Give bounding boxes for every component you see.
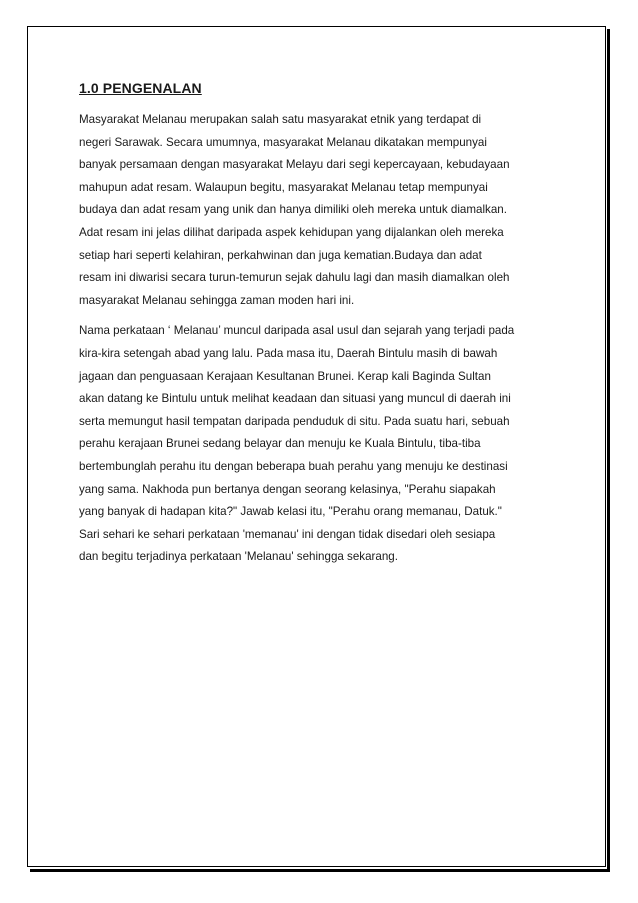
document-body (79, 78, 569, 577)
section-heading: 1.0 PENGENALAN (79, 80, 202, 96)
paragraph-line: Masyarakat Melanau merupakan salah satu masyarakat etnik yang terdapat di (79, 113, 482, 126)
paragraph-line: Adat resam ini jelas dilihat daripada aspek kehidupan yang dijalankan oleh mereka (79, 225, 504, 239)
paragraph-line: Nama perkataan ‘ Melanau’ muncul daripada asal usul dan sejarah yang terjadi pada (79, 324, 515, 338)
paragraph-line: akan datang ke Bintulu untuk melihat keadaan dan situasi yang muncul di daerah ini (79, 392, 511, 406)
paragraph-line: negeri Sarawak. Secara umumnya, masyarakat Melanau dikatakan mempunyai (79, 135, 487, 149)
paragraph-line: setiap hari seperti kelahiran, perkahwinan dan juga kematian.Budaya dan adat (79, 248, 482, 262)
paragraph-line: serta memungut hasil tempatan daripada penduduk di situ. Pada suatu hari, sebuah (79, 414, 510, 428)
paragraph-2 (79, 320, 569, 569)
paragraph-line: budaya dan adat resam yang unik dan hanya dimiliki oleh mereka untuk diamalkan. (79, 203, 507, 217)
paragraph-line: bertembunglah perahu itu dengan beberapa buah perahu yang menuju ke destinasi (79, 459, 508, 473)
paragraph-line: yang sama. Nakhoda pun bertanya dengan seorang kelasinya, "Perahu siapakah (79, 482, 496, 496)
paragraph-line: masyarakat Melanau sehingga zaman moden hari ini. (79, 293, 355, 307)
paragraph-line: resam ini diwarisi secara turun-temurun sejak dahulu lagi dan masih diamalkan oleh (79, 271, 510, 285)
paragraph-line: jagaan dan penguasaan Kerajaan Kesultanan Brunei. Kerap kali Baginda Sultan (79, 369, 491, 383)
paragraph-line: yang banyak di hadapan kita?" Jawab kelasi itu, "Perahu orang memanau, Datuk." (79, 505, 502, 519)
paragraph-line: dan begitu terjadinya perkataan 'Melanau' sehingga sekarang. (79, 550, 398, 564)
paragraph-line: Sari sehari ke sehari perkataan 'memanau' ini dengan tidak disedari oleh sesiapa (79, 527, 496, 541)
paragraph-1 (79, 109, 569, 312)
paragraph-line: banyak persamaan dengan masyarakat Melayu dari segi kepercayaan, kebudayaan (79, 158, 510, 172)
paragraph-line: kira-kira setengah abad yang lalu. Pada masa itu, Daerah Bintulu masih di bawah (79, 346, 498, 360)
paragraph-line: mahupun adat resam. Walaupun begitu, masyarakat Melanau tetap mempunyai (79, 180, 488, 194)
paragraph-line: perahu kerajaan Brunei sedang belayar dan menuju ke Kuala Bintulu, tiba-tiba (79, 437, 481, 451)
